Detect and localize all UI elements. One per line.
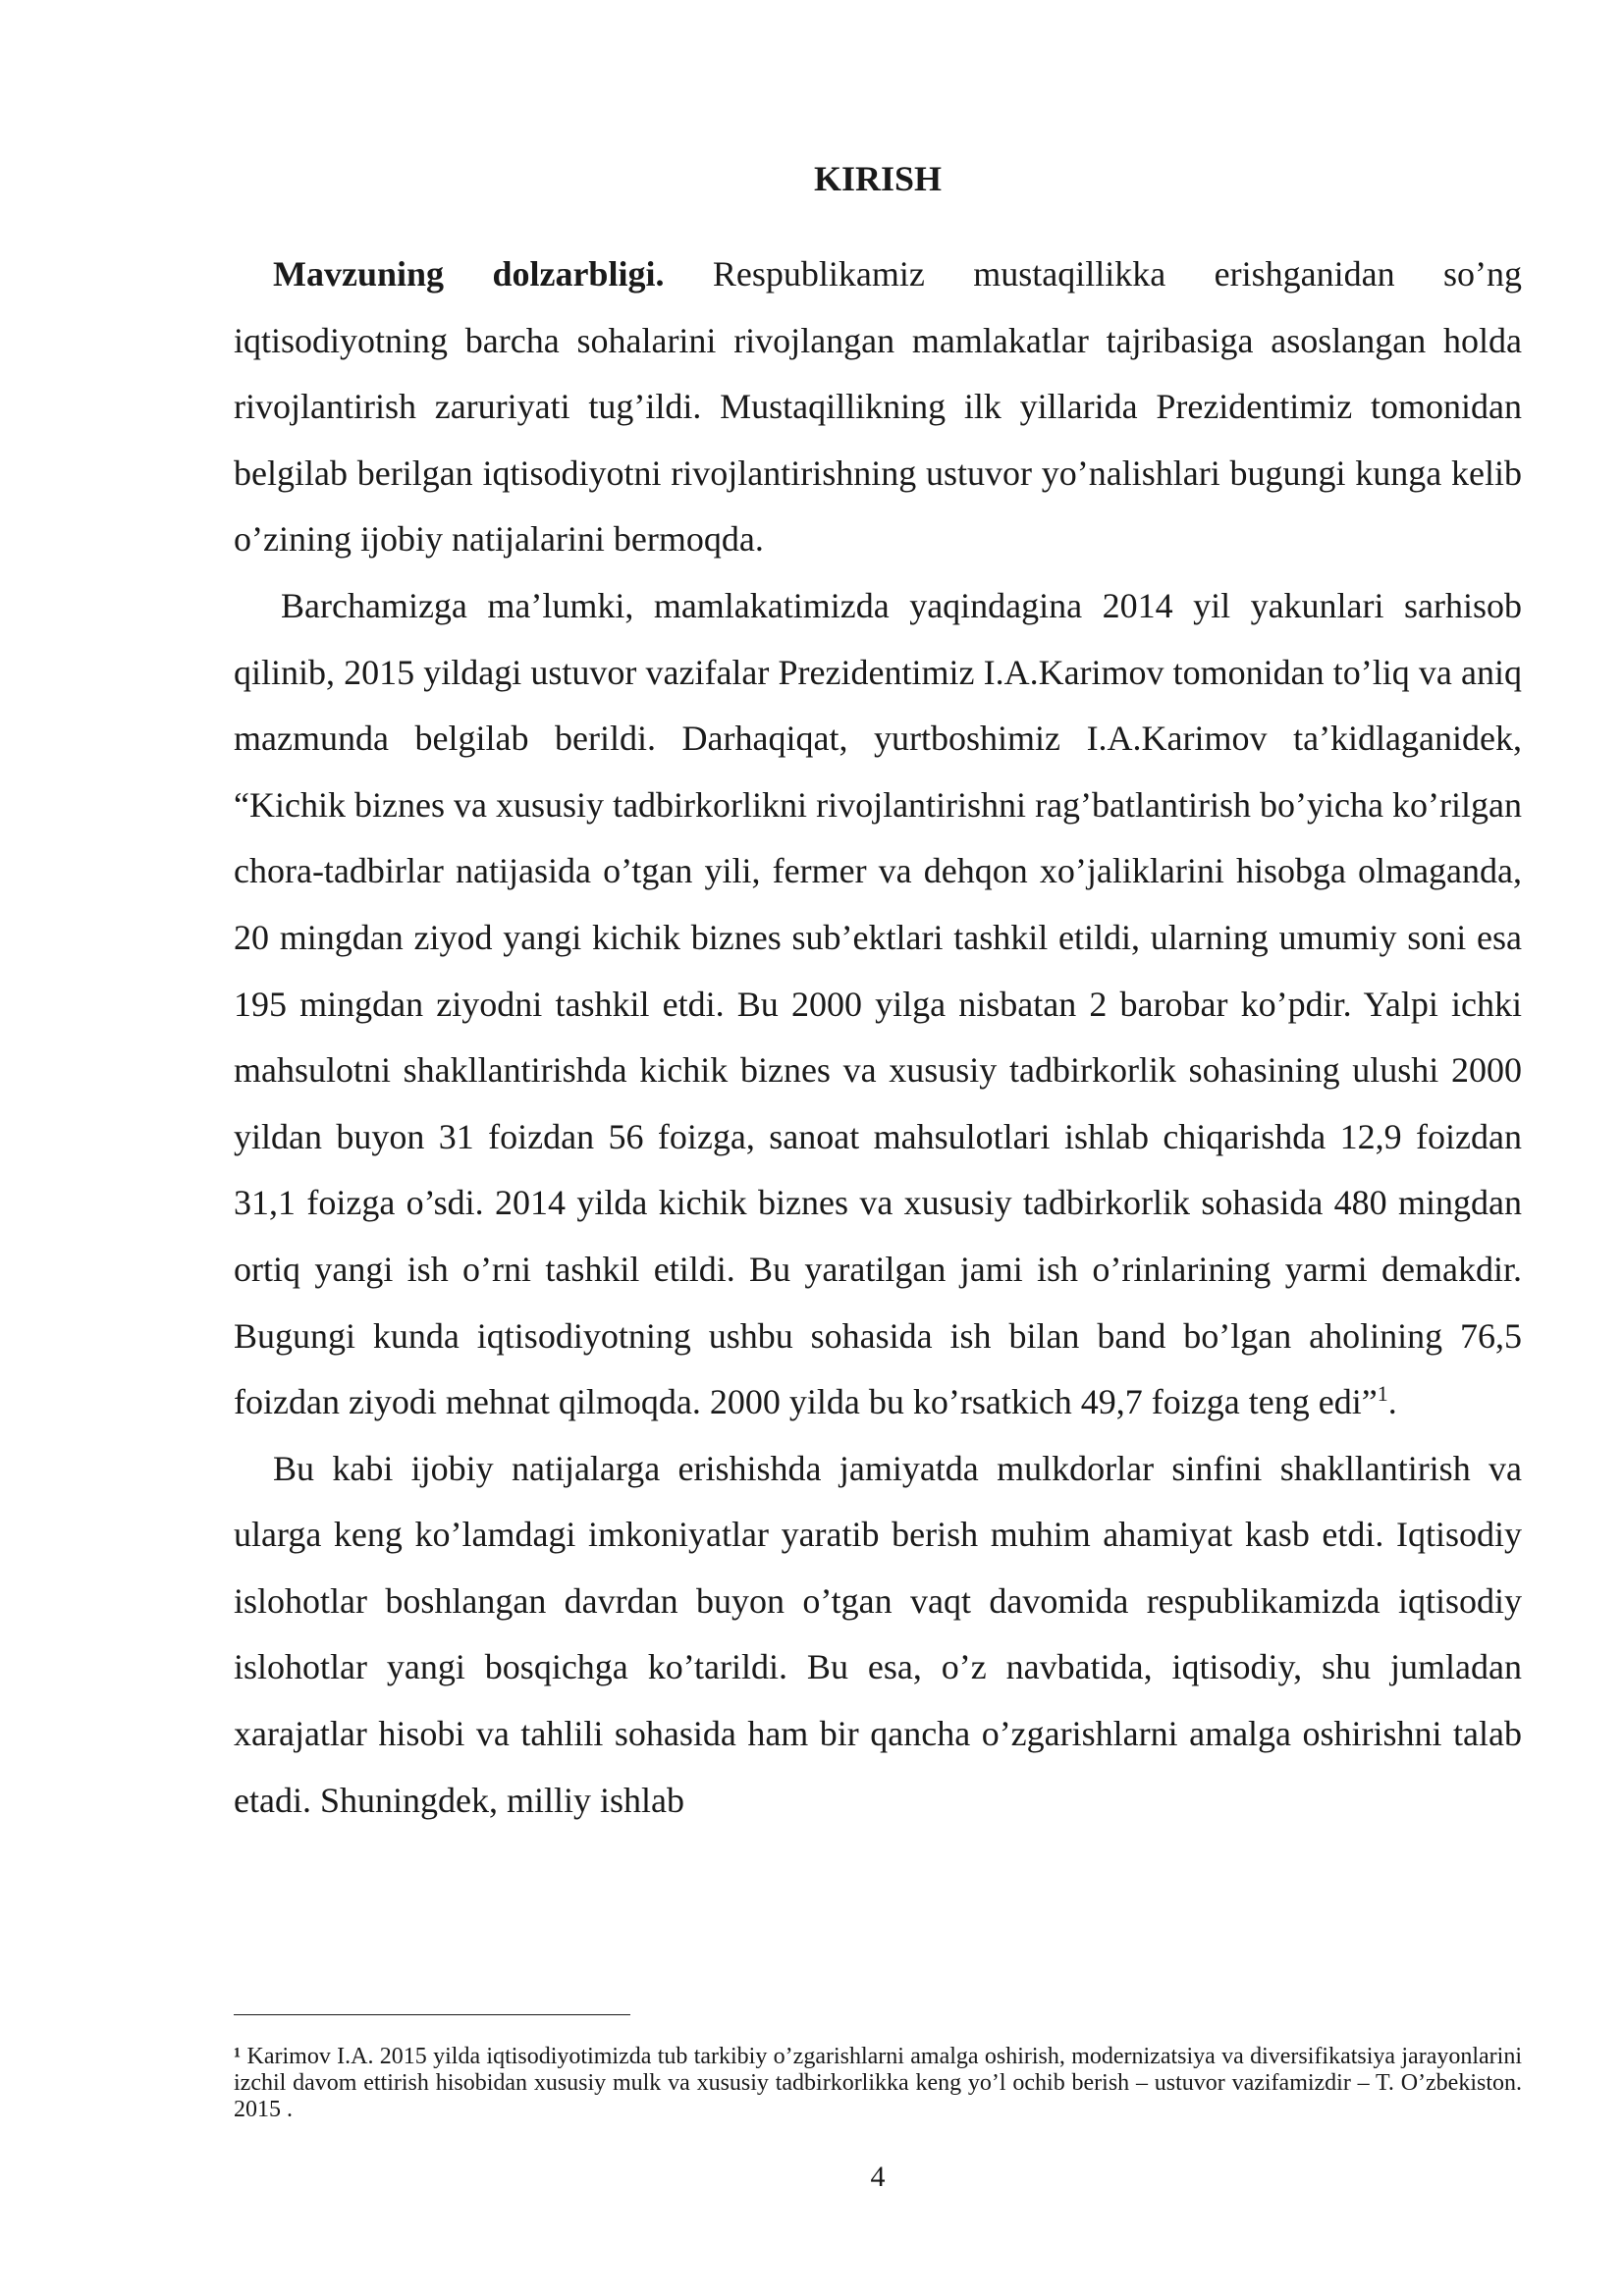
paragraph-tail: . [1387, 1382, 1397, 1422]
paragraph-text: Respublikamiz mustaqillikka erishganidan so’ng iqtisodiyotning barcha sohalarini rivojlangan mamlakatlar tajribasiga asoslangan holda rivojlantirish zaruriyati tug’ildi. Mustaqillikning ilk yillarida Prezidentimiz tomonidan belgilab berilgan iqtisodiyotni rivojlantirishning ustuvor yo’nalishlari bugungi kunga kelib o’zining ijobiy natijalarini bermoqda. [234, 254, 1522, 560]
footnote-separator [234, 2014, 630, 2015]
paragraph-text: Bu kabi ijobiy natijalarga erishishda jamiyatda mulkdorlar sinfini shakllantirish va ularga keng ko’lamdagi imkoniyatlar yaratib berish muhim ahamiyat kasb etdi. Iqtisodiy islohotlar boshlangan davrdan buyon o’tgan vaqt davomida respublikamizda iqtisodiy islohotlar yangi bosqichga ko’tarildi. Bu esa, o’z navbatida, iqtisodiy, shu jumladan xarajatlar hisobi va tahlili sohasida ham bir qancha o’zgarishlarni amalga oshirishni talab etadi. Shuningdek, milliy ishlab [234, 1448, 1522, 1820]
page-number: 4 [870, 2161, 886, 2193]
footnote-mark: ¹ [234, 2044, 242, 2069]
paragraph-reforms [234, 1436, 1522, 1835]
footnote-reference[interactable]: 1 [1377, 1381, 1388, 1407]
page-title: KIRISH [813, 159, 943, 198]
footnote-text: Karimov I.A. 2015 yilda iqtisodiyotimizda tub tarkibiy o’zgarishlarni amalga oshirish, modernizatsiya va diversifikatsiya jarayonlarini izchil davom ettirish hisobidan xususiy mulk va xususiy tadbirkorlikka keng yo’l ochib berish – ustuvor vazifamizdir – T. O’zbekiston. 2015 . [234, 2044, 1522, 2122]
document-page [234, 0, 1522, 2296]
paragraph-relevance [234, 241, 1522, 573]
footnote [234, 2044, 1522, 2123]
paragraph-lead-heading: Mavzuning dolzarbligi. [273, 254, 665, 294]
paragraph-karimov-quote [234, 573, 1522, 1436]
paragraph-text: Barchamizga ma’lumki, mamlakatimizda yaqindagina 2014 yil yakunlari sarhisob qilinib, 2015 yildagi ustuvor vazifalar Prezidentimiz I.A.Karimov tomonidan to’liq va aniq mazmunda belgilab berildi. Darhaqiqat, yurtboshimiz I.A.Karimov ta’kidlaganidek, “Kichik biznes va xususiy tadbirkorlikni rivojlantirishni rag’batlantirish bo’yicha ko’rilgan chora-tadbirlar natijasida o’tgan yili, fermer va dehqon xo’jaliklarini hisobga olmaganda, 20 mingdan ziyod yangi kichik biznes sub’ektlari tashkil etildi, ularning umumiy soni esa 195 mingdan ziyodni tashkil etdi. Bu 2000 yilga nisbatan 2 barobar ko’pdir. Yalpi ichki mahsulotni shakllantirishda kichik biznes va xususiy tadbirkorlik sohasining ulushi 2000 yildan buyon 31 foizdan 56 foizga, sanoat mahsulotlari ishlab chiqarishda 12,9 foizdan 31,1 foizga o’sdi. 2014 yilda kichik biznes va xususiy tadbirkorlik sohasida 480 mingdan ortiq yangi ish o’rni tashkil etildi. Bu yaratilgan jami ish o’rinlarining yarmi demakdir. Bugungi kunda iqtisodiyotning ushbu sohasida ish bilan band bo’lgan aholining 76,5 foizdan ziyodi mehnat qilmoqda. 2000 yilda bu ko’rsatkich 49,7 foizga teng edi” [234, 585, 1522, 1422]
body-text [234, 241, 1522, 1834]
